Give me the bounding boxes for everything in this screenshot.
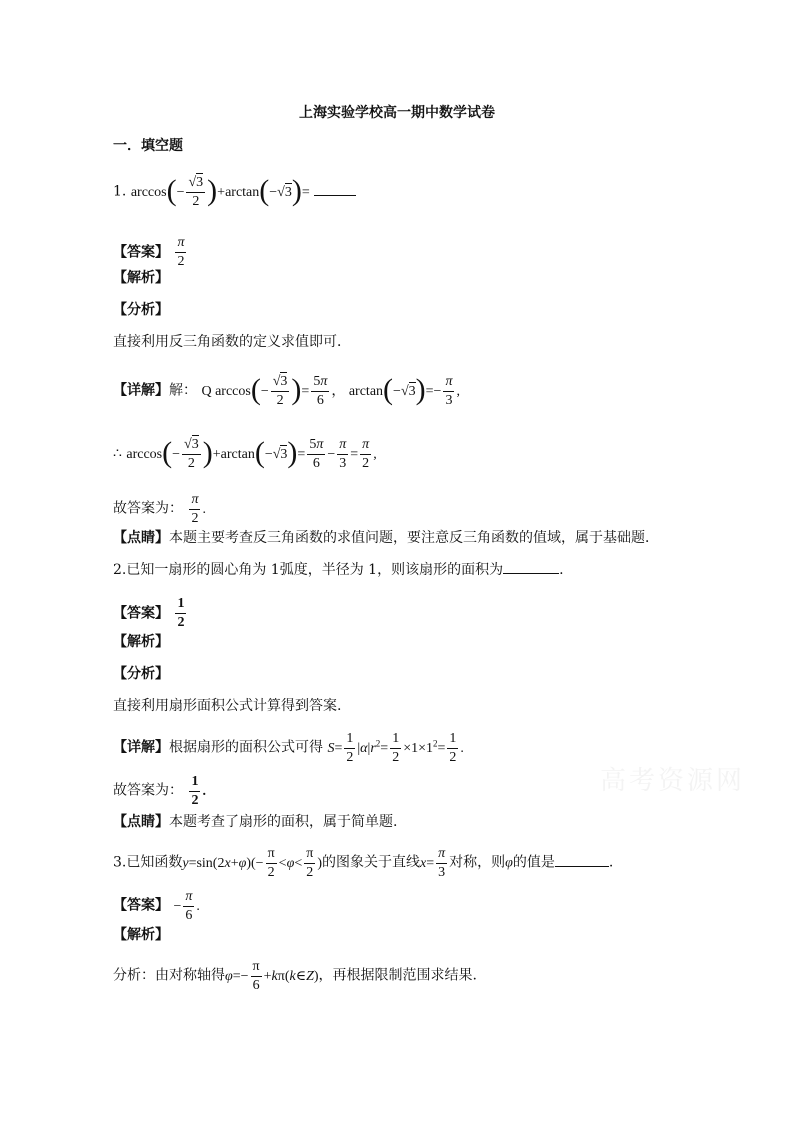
q1-question	[113, 173, 356, 209]
q3-answer-value: − $\frac{\pi}{6}$ .	[173, 889, 200, 923]
q1-answer-blank	[314, 195, 356, 196]
q2-answer-value: $\frac{1}{2}$	[177, 596, 185, 630]
page-title: 上海实验学校高一期中数学试卷	[299, 105, 495, 121]
q3-question: 3.已知函数y=sin(2x+φ)(− $\frac{\pi}{2}$ <φ< $\frac{\pi}{2}$ )的图象关于直线x= $\frac{\pi}{3}$ 对称，则φ的值是 .	[113, 846, 614, 880]
q2-analysis-label: 【解析】	[113, 634, 169, 650]
q1-formula: arccos(− $\frac{√3}{2}$ )+arctan(−√3)=	[130, 173, 310, 209]
detail-label: 【详解】	[113, 382, 169, 399]
q3-text-b: 的图象关于直线	[321, 854, 420, 871]
q2-number: 2.	[113, 562, 127, 578]
q3-answer	[113, 890, 200, 923]
q1-conclusion-formula: arccos(− $\frac{√3}{2}$ )+arctan(−√3)= $\frac{5\pi}{6}$ − $\frac{\pi}{3}$ = $\frac{\pi}{2}$ ,	[126, 435, 377, 471]
q2-detail	[113, 732, 464, 765]
q3-analysis	[113, 960, 477, 993]
q3-text-c: 对称，则	[449, 854, 506, 871]
q3-text-d: 的值是	[512, 854, 555, 871]
answer-label: 【答案】	[113, 605, 169, 622]
q1-answer	[113, 236, 188, 269]
q1-number: 1.	[113, 183, 127, 200]
watermark: 高考资源网	[600, 766, 746, 796]
q1-analysis-label: 【解析】	[113, 270, 169, 286]
q3-analysis-formula: φ=− $\frac{\pi}{6}$ +kπ(k∈Z)	[225, 959, 319, 993]
detail-label: 【详解】	[113, 739, 169, 756]
q3-function-formula: y=sin(2x+φ)(− $\frac{\pi}{2}$ <φ< $\frac{\pi}{2}$ )	[182, 846, 322, 880]
therefore-symbol: ∴	[113, 445, 122, 462]
q1-conclusion	[113, 435, 377, 471]
q2-detail-formula: S= $\frac{1}{2}$ $|\alpha|r^2=$ $\frac{1}{2}$ $\times 1\times 1^2=$ $\frac{1}{2}$ .	[327, 731, 464, 765]
q1-detail	[113, 372, 460, 408]
q3-text-a: 已知函数	[126, 854, 183, 871]
answer-label: 【答案】	[113, 897, 169, 914]
q1-detail-formula: Q arccos(− $\frac{√3}{2}$ )= $\frac{5\pi}{6}$ ， arctan(−√3)=− $\frac{\pi}{3}$ ,	[201, 372, 460, 408]
q2-text: 已知一扇形的圆心角为 1弧度，半径为 1，则该扇形的面积为	[126, 562, 504, 578]
q2-detail-text: 根据扇形的面积公式可得	[169, 739, 323, 756]
q2-comment-text: 本题考查了扇形的面积，属于简单题.	[169, 814, 398, 830]
q1-comment-text: 本题主要考查反三角函数的求值问题，要注意反三角函数的值域，属于基础题．	[169, 530, 659, 546]
q2-comment	[113, 812, 397, 832]
q1-answer-value: $\frac{\pi}{2}$	[177, 235, 185, 269]
comment-label: 【点睛】	[113, 814, 169, 830]
q1-comment	[113, 528, 659, 548]
q1-fenxi-text: 直接利用反三角函数的定义求值即可．	[113, 334, 351, 350]
q2-question: 2.已知一扇形的圆心角为 1弧度，半径为 1，则该扇形的面积为 .	[113, 562, 564, 578]
q3-number: 3.	[113, 854, 127, 871]
q2-final-answer: 故答案为： $\frac{1}{2}$ .	[113, 774, 206, 808]
q3-analysis-label: 【解析】	[113, 927, 169, 943]
q1-detail-prefix: 解：	[169, 382, 197, 399]
q1-final-answer: 故答案为： $\frac{\pi}{2}$ .	[113, 492, 206, 526]
q1-fenxi-label: 【分析】	[113, 302, 169, 318]
section-heading: 一．填空题	[113, 138, 183, 154]
q2-fenxi-text: 直接利用扇形面积公式计算得到答案.	[113, 698, 342, 714]
comment-label: 【点睛】	[113, 530, 169, 546]
q3-answer-blank	[555, 866, 609, 867]
q3-analysis-b: ，再根据限制范围求结果.	[318, 967, 477, 984]
q2-answer-blank	[503, 573, 559, 574]
final-answer-label: 故答案为：	[113, 500, 183, 517]
final-answer-label: 故答案为：	[113, 782, 183, 799]
answer-label: 【答案】	[113, 244, 169, 261]
q3-analysis-a: 分析：由对称轴得	[113, 967, 225, 984]
q2-fenxi-label: 【分析】	[113, 666, 169, 682]
q2-answer	[113, 597, 188, 630]
q3-axis-formula: x= $\frac{\pi}{3}$	[419, 846, 446, 880]
